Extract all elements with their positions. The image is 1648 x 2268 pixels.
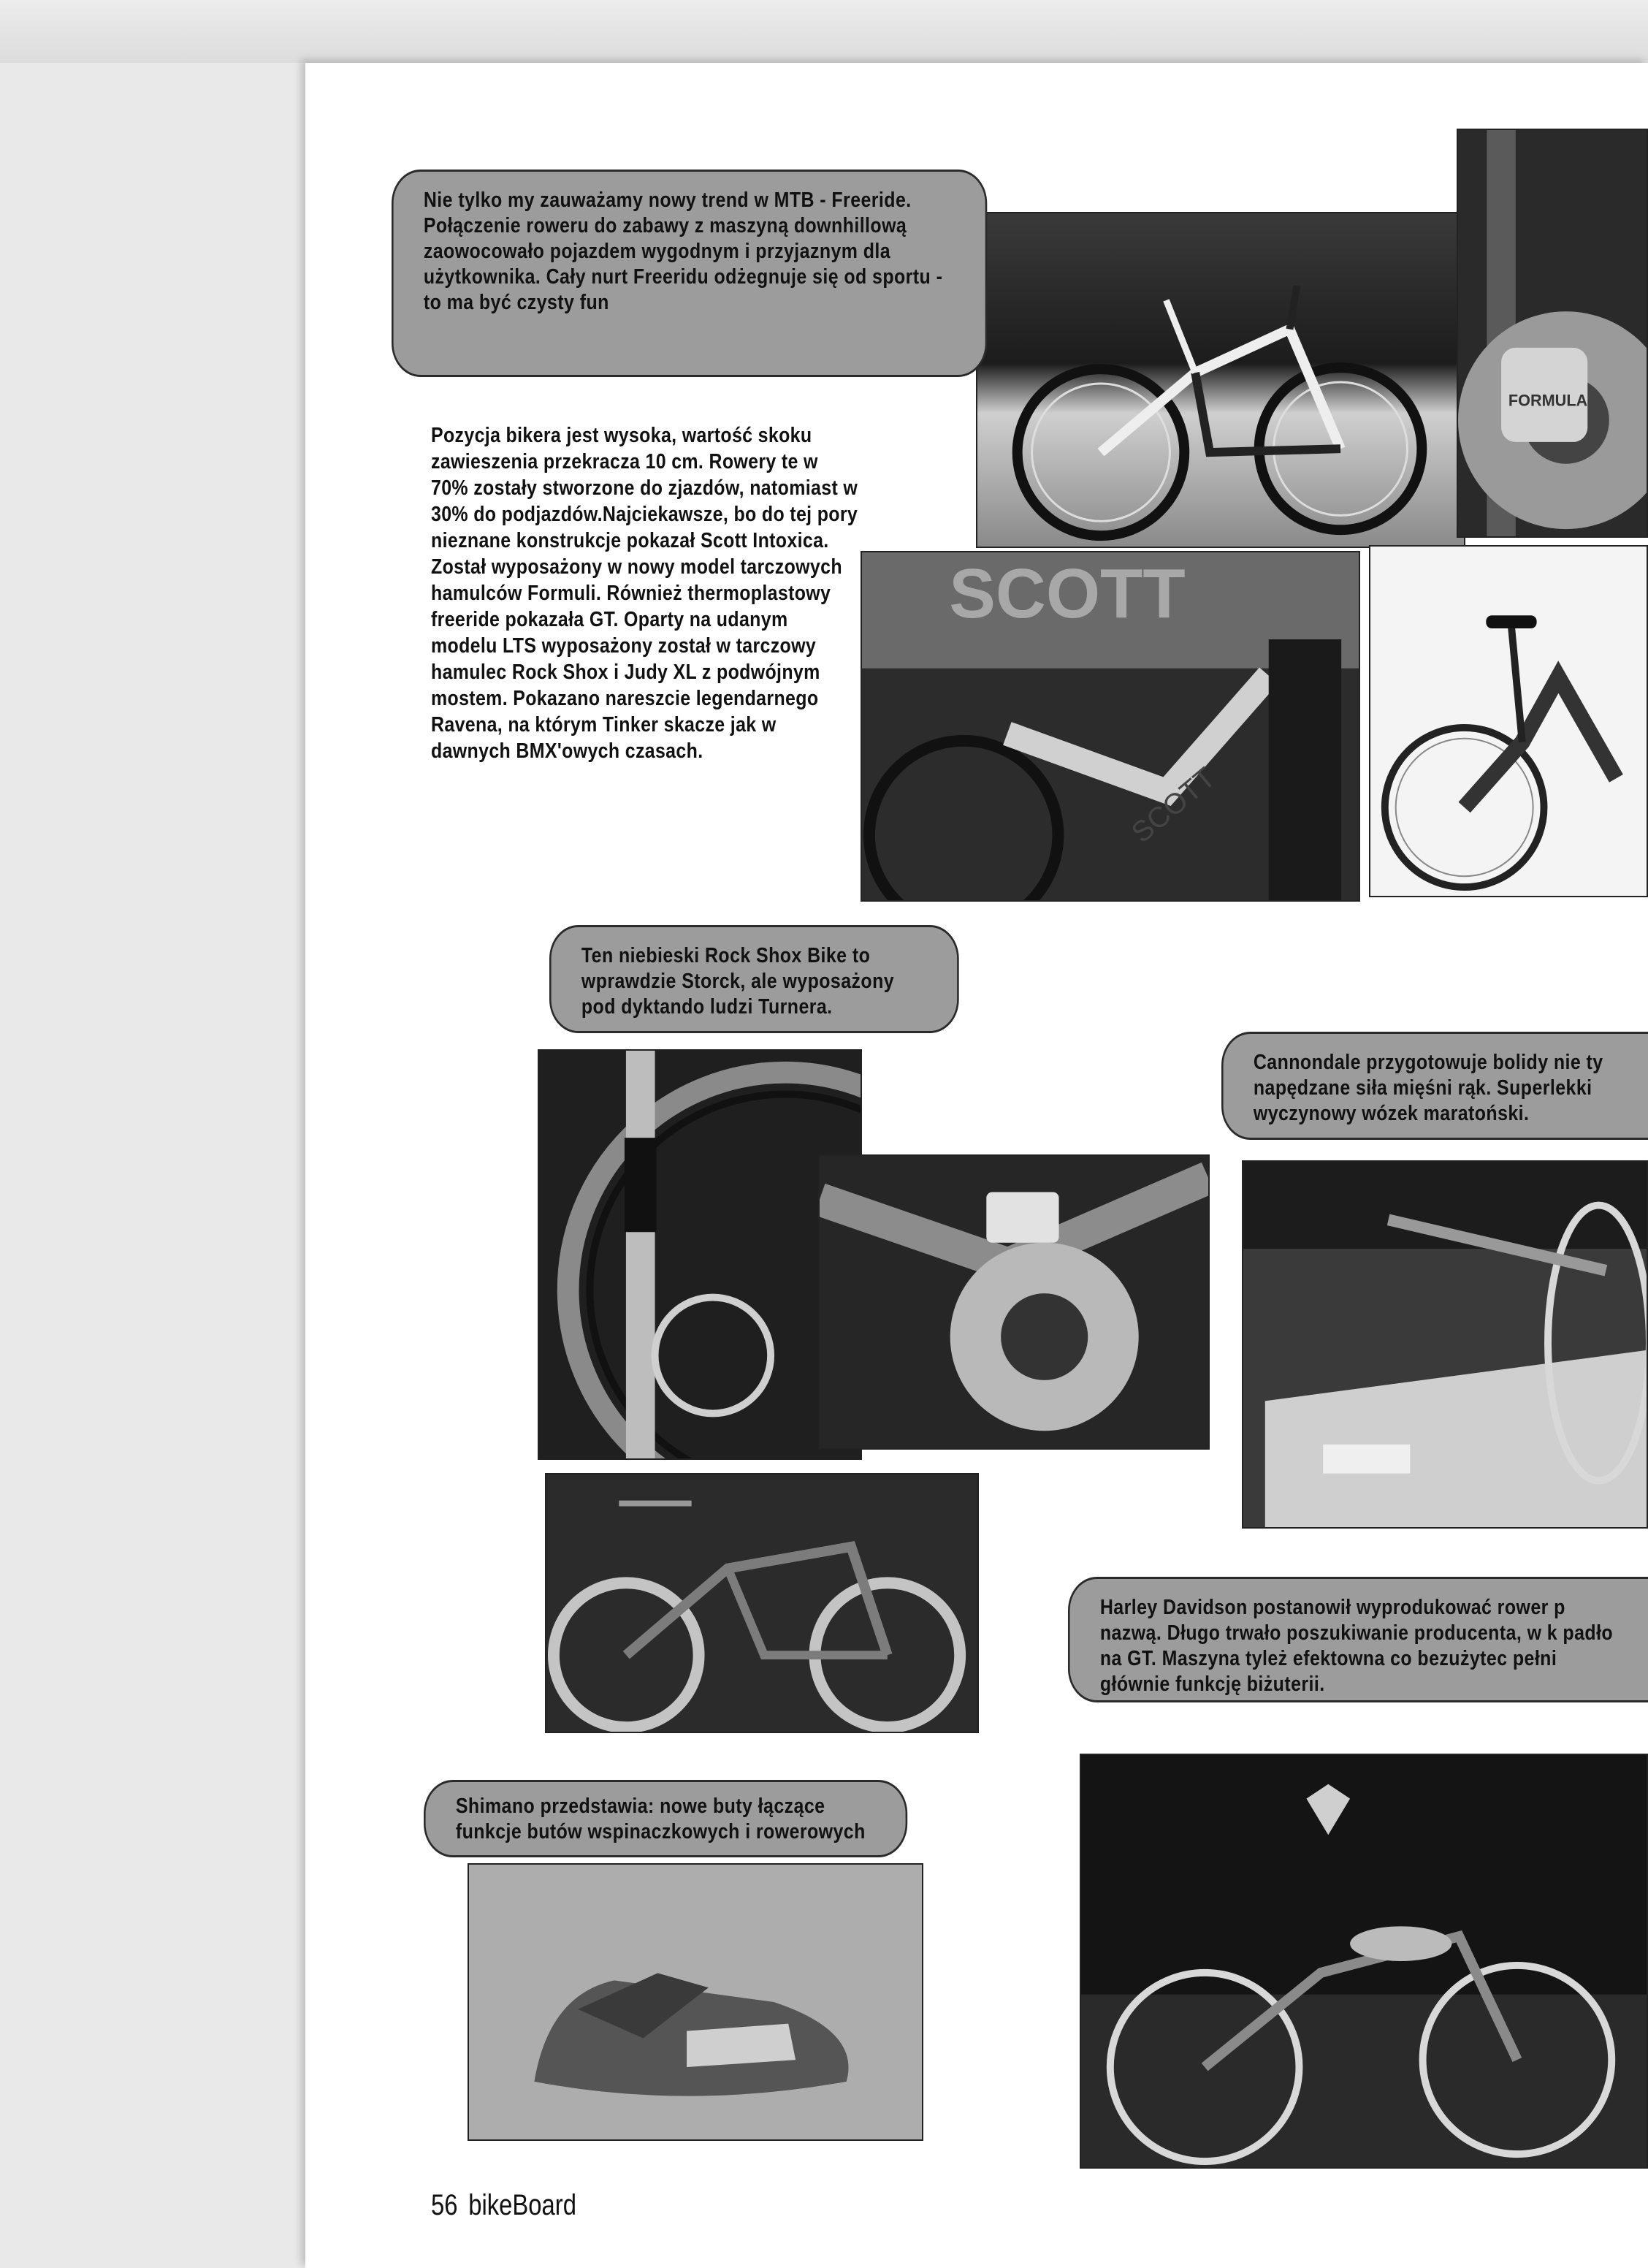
page-number: 56: [431, 2189, 458, 2221]
photo-harley-bike: [1080, 1754, 1648, 2169]
photo-rockshox-fork: [538, 1049, 862, 1460]
photo-shimano-sandal: [468, 1863, 923, 2141]
caption-rockshox-storck: Ten niebieski Rock Shox Bike to wprawdzie Storck, ale wyposażony pod dyktando ludzi Turnera.: [549, 925, 959, 1033]
photo-disc-brake-detail: [818, 1154, 1210, 1450]
page-folio: [431, 2189, 576, 2222]
caption-shimano-shoes: Shimano przedstawia: nowe buty łączące funkcje butów wspinaczkowych i rowerowych: [424, 1780, 907, 1857]
caption-cannondale: Cannondale przygotowuje bolidy nie ty napędzane siła mięśni rąk. Superlekki wyczynowy wózek maratoński.: [1221, 1032, 1648, 1140]
scott-banner-label: SCOTT: [949, 555, 1186, 633]
photo-storck-bike: [545, 1473, 979, 1733]
background-scan-edge: [0, 0, 1648, 63]
photo-gt-freeride: [1369, 545, 1648, 897]
photo-scott-intoxica: [861, 551, 1360, 902]
photo-cannondale-wheelchair: [1242, 1160, 1648, 1529]
photo-freeride-bike: [976, 212, 1465, 548]
scott-frame-label: SCOTT: [1125, 761, 1222, 850]
caption-freeride-trend: Nie tylko my zauważamy nowy trend w MTB - Freeride. Połączenie roweru do zabawy z maszyną downhillową zaowocowało pojazdem wygodnym i przyjaznym dla użytkownika. Cały nurt Freeridu odżegnuje się od sportu - to ma być czysty fun: [392, 170, 987, 377]
caption-harley-davidson: Harley Davidson postanowił wyprodukować rower p nazwą. Długo trwało poszukiwanie producenta, w k padło na GT. Maszyna tyleż efektowna co bezużytec pełni głównie funkcję biżuterii.: [1068, 1577, 1648, 1702]
photo-formula-brake: [1457, 129, 1648, 538]
magazine-name: bikeBoard: [468, 2189, 576, 2221]
formula-label: FORMULA: [1508, 391, 1588, 410]
article-body-text: Pozycja bikera jest wysoka, wartość skoku zawieszenia przekracza 10 cm. Rowery te w 70% zostały stworzone do zjazdów, natomiast w 30% do podjazdów.Najciekawsze, bo do tej pory nieznane konstrukcje pokazał Scott Intoxica. Został wyposażony w nowy model tarczowych hamulców Formuli. Również thermoplastowy freeride pokazała GT. Oparty na udanym modelu LTS wyposażony został w tarczowy hamulec Rock Shox i Judy XL z podwójnym mostem. Pokazano nareszcie legendarnego Ravena, na którym Tinker skacze jak w dawnych BMX'owych czasach.: [431, 424, 858, 763]
